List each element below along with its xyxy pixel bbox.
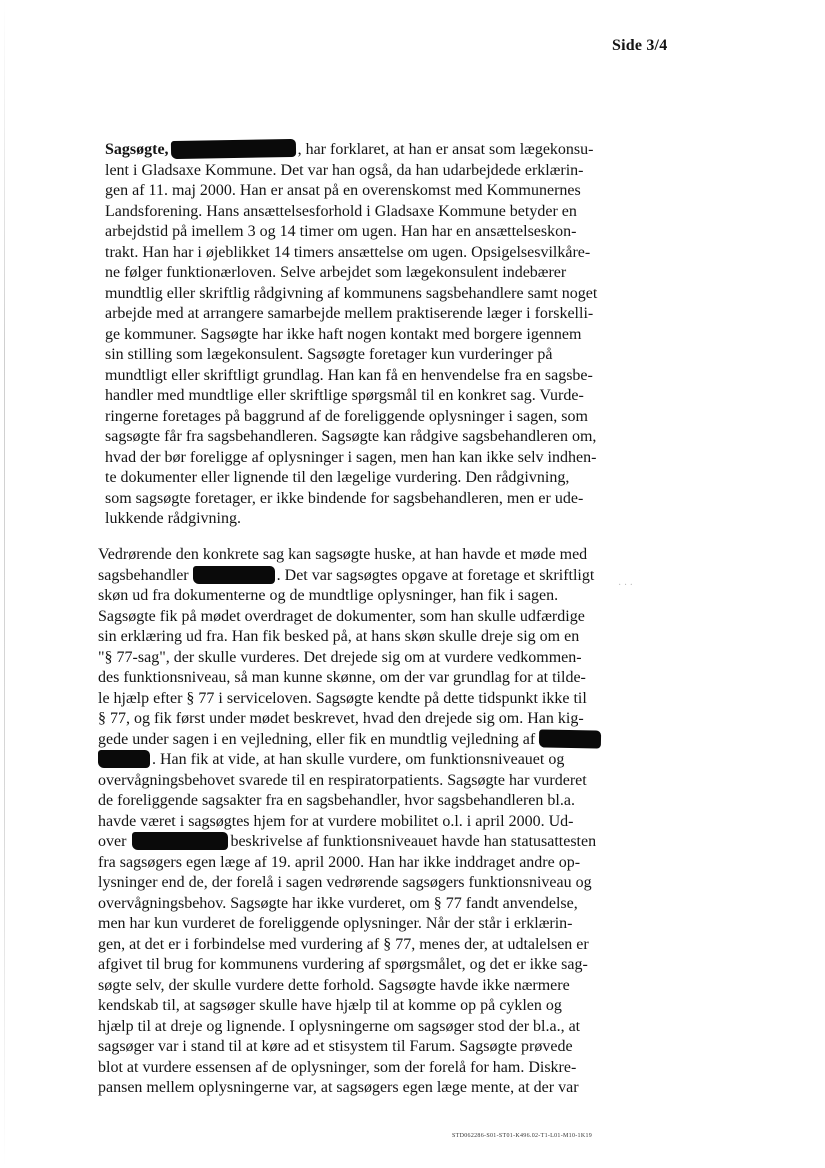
- scan-artifact-dots: · · ·: [618, 580, 633, 591]
- text-line: skøn ud fra dokumenterne og de mundtlige oplysninger, han fik i sagen.: [98, 587, 559, 604]
- text-line: Vedrørende den konkrete sag kan sagsøgte huske, at han havde et møde med: [98, 546, 588, 563]
- redaction-bar: [98, 750, 150, 768]
- text-line: gede under sagen i en vejledning, eller fik en mundtlig vejledning af: [98, 730, 630, 751]
- text-line: Sagsøgte, , har forklaret, at han er ansat som lægekonsu-: [105, 140, 630, 161]
- text-line: ne følger funktionærloven. Selve arbejdet som lægekonsulent indebærer: [105, 264, 567, 281]
- text-line: men har kun vurderet de foreliggende oplysninger. Når der står i erklærin-: [98, 915, 573, 932]
- text-line: havde været i sagsøgtes hjem for at vurdere mobilitet o.l. i april 2000. Ud-: [98, 812, 574, 830]
- paragraph-case-details: [98, 545, 630, 1099]
- text-line: overvågningsbehov. Sagsøgte har ikke vurderet, om § 77 fandt anvendelse,: [98, 894, 578, 912]
- text-line: ge kommuner. Sagsøgte har ikke haft nogen kontakt med borgere igennem: [105, 325, 582, 343]
- text-line: arbejde med at arrangere samarbejde mellem praktiserende læger i forskelli-: [105, 305, 594, 322]
- text-line: fra sagsøgers egen læge af 19. april 2000. Han har ikke inddraget andre op-: [98, 853, 581, 871]
- text-line: hjælp til at dreje og lignende. I oplysningerne om sagsøger stod der bl.a., at: [98, 1017, 581, 1035]
- text-line: sin erklæring ud fra. Han fik besked på, at hans skøn skulle dreje sig om en: [98, 628, 580, 645]
- text-line: des funktionsniveau, så man kunne skønne, om der var grundlag for at tilde-: [98, 669, 586, 686]
- text-line: lysninger end de, der forelå i sagen vedrørende sagsøgers funktionsniveau og: [98, 874, 592, 891]
- text-line: trakt. Han har i øjeblikket 14 timers ansættelse om ugen. Opsigelsesvilkåre-: [105, 243, 591, 261]
- text-line: de foreliggende sagsakter fra en sagsbehandler, hvor sagsbehandleren bl.a.: [98, 792, 575, 809]
- lead-in-label: Sagsøgte,: [105, 141, 169, 158]
- text-line: "§ 77-sag", der skulle vurderes. Det drejede sig om at vurdere vedkommen-: [98, 648, 582, 666]
- redaction-bar: [539, 729, 601, 748]
- redaction-bar: [132, 832, 228, 850]
- text-line: hvad der bør foreligge af oplysninger i sagen, men han kan ikke selv indhen-: [105, 448, 597, 466]
- text-line: sagsøgte får fra sagsbehandleren. Sagsøgte kan rådgive sagsbehandleren om,: [105, 428, 597, 445]
- text-line: te dokumenter eller lignende til den lægelige vurdering. Den rådgivning,: [105, 469, 570, 486]
- text-line: ringerne foretages på baggrund af de foreliggende oplysninger i sagen, som: [105, 407, 588, 425]
- text-line: blot at vurdere essensen af de oplysninger, som der forelå for ham. Diskre-: [98, 1058, 577, 1076]
- redaction-bar: [170, 139, 295, 159]
- text-line: søgte selv, der skulle vurdere dette forhold. Sagsøgte havde ikke nærmere: [98, 976, 570, 994]
- paragraph-defendant-testimony: [105, 140, 630, 530]
- text-line: arbejdstid på imellem 3 og 14 timer om ugen. Han har en ansættelseskon-: [105, 223, 577, 240]
- text-line: som sagsøgte foretager, er ikke bindende for sagsbehandleren, men er ude-: [105, 489, 584, 507]
- text-line: . Han fik at vide, at han skulle vurdere, om funktionsniveauet og: [98, 750, 630, 771]
- text-line: sin stilling som lægekonsulent. Sagsøgte foretager kun vurderinger på: [105, 346, 553, 363]
- text-line: gen af 11. maj 2000. Han er ansat på en overenskomst med Kommunernes: [105, 182, 581, 199]
- text-line: afgivet til brug for kommunens vurdering af spørgsmålet, og det er ikke sag-: [98, 956, 588, 973]
- text-line: lent i Gladsaxe Kommune. Det var han også, da han udarbejdede erklærin-: [105, 161, 584, 179]
- document-code: STD062286-S01-ST01-K496.02-T1-L01-M10-1K19: [452, 1133, 593, 1139]
- text-line: lukkende rådgivning.: [105, 510, 241, 527]
- text-line: Sagsøgte fik på mødet overdraget de dokumenter, som han skulle udfærdige: [98, 607, 585, 625]
- text-line: sagsbehandler . Det var sagsøgtes opgave at foretage et skriftligt: [98, 566, 595, 584]
- text-line: overvågningsbehovet svarede til en respiratorpatients. Sagsøgte har vurderet: [98, 771, 587, 789]
- text-line: handler med mundtlige eller skriftlige spørgsmål til en konkret sag. Vurde-: [105, 387, 584, 404]
- text-line: gen, at det er i forbindelse med vurdering af § 77, menes der, at udtalelsen er: [98, 935, 589, 953]
- scan-margin-line: [4, 0, 5, 1168]
- text-line: sagsøger var i stand til at køre ad et stisystem til Farum. Sagsøgte prøvede: [98, 1038, 573, 1055]
- text-line: § 77, og fik først under mødet beskrevet, hvad den drejede sig om. Han kig-: [98, 710, 584, 727]
- text-line: pansen mellem oplysningerne var, at sagsøgers egen læge mente, at der var: [98, 1079, 579, 1096]
- text-line: over beskrivelse af funktionsniveauet havde han statusattesten: [98, 833, 597, 850]
- text-line: le hjælp efter § 77 i serviceloven. Sagsøgte kendte på dette tidspunkt ikke til: [98, 689, 587, 707]
- text-line: mundtlig eller skriftlig rådgivning af kommunens sagsbehandlere samt noget: [105, 284, 598, 302]
- text-line: Landsforening. Hans ansættelsesforhold i Gladsaxe Kommune betyder en: [105, 202, 577, 220]
- redaction-bar: [193, 566, 275, 584]
- text-line: mundtligt eller skriftligt grundlag. Han kan få en henvendelse fra en sagsbe-: [105, 366, 593, 384]
- text-line: kendskab til, at sagsøger skulle have hjælp til at komme op på cyklen og: [98, 997, 562, 1014]
- page-number: Side 3/4: [612, 37, 668, 54]
